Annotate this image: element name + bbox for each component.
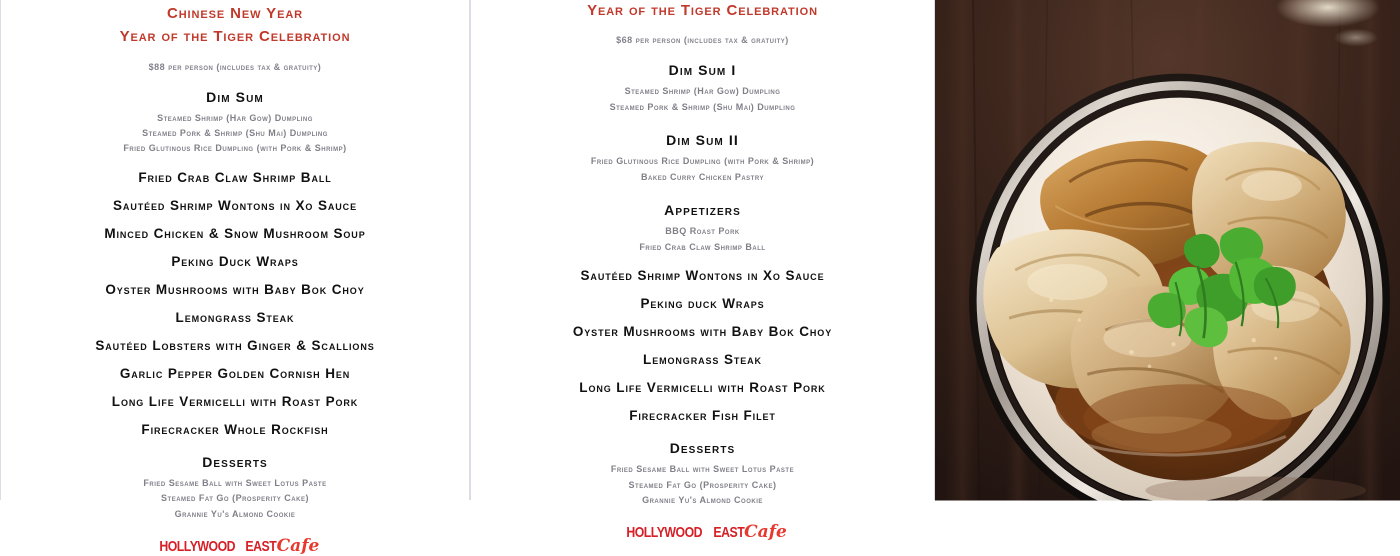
menu-dish-item: Sautéed Shrimp Wontons in Xo Sauce xyxy=(580,268,825,284)
menu-dish-item: Fried Crab Claw Shrimp Ball xyxy=(138,169,332,185)
broth-highlight xyxy=(1091,416,1231,452)
menu-panel-right[interactable] xyxy=(470,0,935,543)
logo-text-hollywood: HOLLYWOOD xyxy=(626,524,703,542)
menu-sub-item: Fried Crab Claw Shrimp Ball xyxy=(639,241,766,252)
menu-sub-item: Steamed Shrimp (Har Gow) Dumpling xyxy=(624,86,781,97)
menu-dish-list xyxy=(11,170,459,437)
menu-title-line-1: Chinese New Year xyxy=(166,5,304,22)
menu-dish-item: Minced Chicken & Snow Mushroom Soup xyxy=(104,225,366,241)
restaurant-logo xyxy=(481,524,924,541)
dessert-item: Grannie Yu's Almond Cookie xyxy=(642,495,763,505)
menu-section-heading: Dim Sum I xyxy=(668,62,737,79)
menu-sections xyxy=(11,89,459,157)
food-photograph xyxy=(935,0,1400,500)
menu-panel-left[interactable] xyxy=(0,0,470,556)
menu-dish-item: Oyster Mushrooms with Baby Bok Choy xyxy=(572,324,833,340)
logo-text-cafe: Cafe xyxy=(744,522,787,543)
logo-text-east: EAST xyxy=(712,524,744,542)
food-photo-illustration xyxy=(935,0,1400,500)
menu-dish-item: Lemongrass Steak xyxy=(643,352,762,368)
menu-dish-item: Firecracker Fish Filet xyxy=(629,408,776,424)
menu-section-heading: Dim Sum II xyxy=(666,132,739,149)
desserts-heading: Desserts xyxy=(669,440,736,457)
menu-sections xyxy=(481,62,924,255)
menu-sub-item: Steamed Shrimp (Har Gow) Dumpling xyxy=(157,112,313,123)
wonton-gloss xyxy=(1027,264,1107,300)
dessert-item: Grannie Yu's Almond Cookie xyxy=(174,508,296,519)
menu-dish-item: Sautéed Lobsters with Ginger & Scallions xyxy=(95,337,375,353)
logo-text-hollywood: HOLLYWOOD xyxy=(158,538,235,556)
menu-title-line-2: Year of the Tiger Celebration xyxy=(119,28,351,46)
menu-sub-item: Fried Glutinous Rice Dumpling (with Pork & Shrimp) xyxy=(123,143,347,154)
menu-dish-item: Garlic Pepper Golden Cornish Hen xyxy=(119,365,351,381)
desserts-heading: Desserts xyxy=(202,453,268,470)
logo-text-east: EAST xyxy=(245,538,277,556)
menu-dish-list xyxy=(481,268,924,423)
menu-section-heading: Appetizers xyxy=(664,202,741,219)
table-reflection xyxy=(1145,476,1365,504)
logo-text-cafe: Cafe xyxy=(276,536,320,556)
desserts-list xyxy=(481,462,924,508)
dessert-item: Steamed Fat Go (Prosperity Cake) xyxy=(161,493,309,504)
menu-sub-item: Steamed Pork & Shrimp (Shu Mai) Dumpling xyxy=(142,127,328,138)
menu-dish-item: Peking Duck Wraps xyxy=(171,253,299,269)
light-reflection-secondary xyxy=(1334,29,1378,47)
menu-dish-item: Firecracker Whole Rockfish xyxy=(141,421,329,437)
wonton-gloss xyxy=(1242,171,1302,201)
menu-dish-item: Oyster Mushrooms with Baby Bok Choy xyxy=(105,281,365,297)
menu-title-line-2: Year of the Tiger Celebration xyxy=(587,2,818,19)
dessert-item: Steamed Fat Go (Prosperity Cake) xyxy=(628,479,777,490)
dessert-item: Fried Sesame Ball with Sweet Lotus Paste xyxy=(143,477,327,488)
menu-dish-item: Lemongrass Steak xyxy=(175,309,295,325)
menu-sub-item: Steamed Pork & Shrimp (Shu Mai) Dumpling xyxy=(609,101,796,112)
menu-sub-item: Fried Glutinous Rice Dumpling (with Pork & Shrimp) xyxy=(590,156,815,167)
menu-sub-item: BBQ Roast Pork xyxy=(665,226,740,237)
menu-dish-item: Peking duck Wraps xyxy=(640,296,765,312)
restaurant-logo xyxy=(11,538,459,555)
menu-price-line: $88 per person (includes tax & gratuity) xyxy=(148,61,322,72)
desserts-list xyxy=(11,476,459,522)
menu-price-line: $68 per person (includes tax & gratuity) xyxy=(616,35,789,46)
menu-section-heading: Dim Sum xyxy=(206,88,264,105)
dessert-item: Fried Sesame Ball with Sweet Lotus Paste xyxy=(610,464,795,475)
menu-dish-item: Long Life Vermicelli with Roast Pork xyxy=(111,393,359,409)
menu-dish-item: Sautéed Shrimp Wontons in Xo Sauce xyxy=(113,197,357,213)
menu-dish-item: Long Life Vermicelli with Roast Pork xyxy=(579,380,826,396)
menu-sub-item: Baked Curry Chicken Pastry xyxy=(641,171,764,182)
